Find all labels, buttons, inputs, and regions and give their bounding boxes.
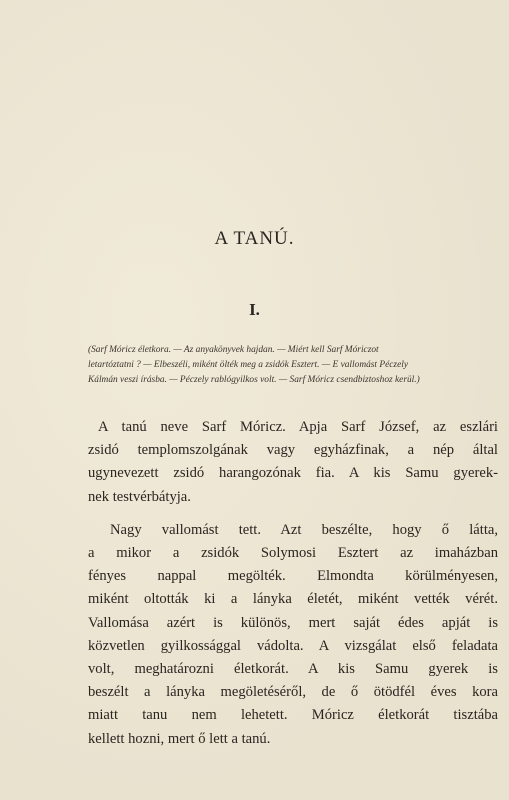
text-line: A tanú neve Sarf Móricz. Apja Sarf József, az eszlári: [98, 419, 498, 435]
text-line: kellett hozni, mert ő lett a tanú.: [88, 730, 271, 747]
text-line: ugynevezett zsidó harangozónak fia. A kis Samu gyerek-: [88, 465, 498, 482]
summary-line: Kálmán veszi írásba. — Péczely rablógyilkos volt. — Sarf Móricz csendbiztoshoz kerül.): [88, 375, 420, 385]
body-text: [88, 416, 498, 751]
text-line: miként oltották ki a lányka életét, miként vették vérét.: [88, 591, 498, 608]
text-line: Nagy vallomást tett. Azt beszélte, hogy ő látta,: [110, 521, 498, 538]
text-line: közvetlen gyilkossággal vádolta. A vizsgálat első feladata: [88, 637, 498, 654]
text-line: zsidó templomszolgának vagy egyházfinak, a nép által: [88, 442, 498, 459]
text-line: nek testvérbátyja.: [88, 488, 191, 505]
text-line: beszélt a lányka megöletéséről, de ő ötödfél éves kora: [88, 684, 498, 701]
summary-line: letartóztatni ? — Elbeszéli, miként ölték meg a zsidók Esztert. — E vallomást Péczely: [88, 360, 408, 370]
text-line: miatt tanu nem lehetett. Móricz életkorát tisztába: [88, 707, 498, 724]
text-line: a mikor a zsidók Solymosi Esztert az imaházban: [88, 545, 498, 562]
chapter-title: A TANÚ.: [214, 228, 295, 249]
text-line: Vallomása azért is különös, mert saját édes apját is: [88, 614, 498, 631]
text-line: fényes nappal megölték. Elmondta körülményesen,: [88, 568, 498, 585]
paragraph: [88, 416, 498, 509]
chapter-summary: [88, 343, 498, 388]
summary-line: (Sarf Móricz életkora. — Az anyakönyvek hajdan. — Miért kell Sarf Móriczot: [88, 345, 379, 355]
text-line: volt, meghatározni életkorát. A kis Samu gyerek is: [88, 661, 498, 678]
paragraph: [88, 519, 498, 751]
section-number: I.: [249, 300, 260, 319]
